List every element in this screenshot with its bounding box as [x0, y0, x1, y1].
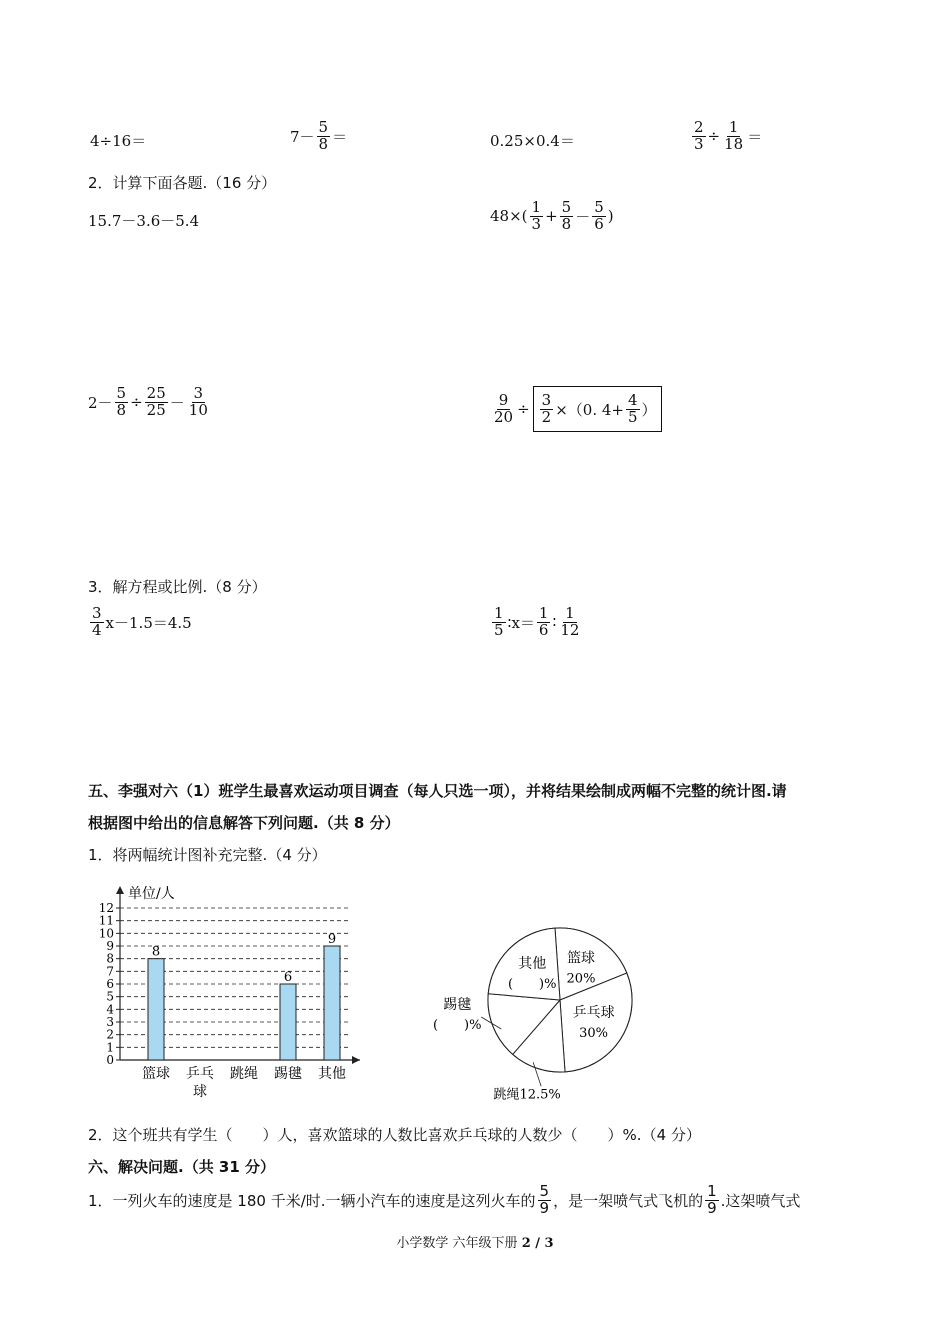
page-number: 2 / 3 — [521, 1236, 554, 1251]
bar-chart — [90, 880, 390, 1110]
x-category-label: 篮球 — [142, 1066, 170, 1082]
q2-expr-c: 2－ $\frac{5}{8}$ ÷ $\frac{25}{25}$ － $\frac{3}{10}$ — [88, 384, 208, 419]
bar-value-label: 9 — [327, 932, 337, 947]
x-axis-arrow — [352, 1056, 360, 1064]
fraction: $\frac{2}{3}$ — [694, 118, 704, 153]
q3-equation-a: $\frac{3}{4}$ x－1.5＝4.5 — [92, 604, 192, 639]
fraction: $\frac{1}{5}$ — [494, 604, 504, 639]
footer-text: 小学数学 六年级下册 — [396, 1236, 522, 1251]
x-category-label: 球 — [193, 1084, 207, 1100]
pie-label: 乒乓球 — [572, 1004, 615, 1021]
y-tick-label: 5 — [106, 989, 114, 1004]
pie-value-label: 20% — [566, 971, 596, 987]
y-tick-label: 2 — [106, 1027, 114, 1042]
y-tick-label: 4 — [106, 1002, 114, 1017]
fraction: $\frac{1}{18}$ — [724, 118, 744, 153]
fraction: $\frac{9}{20}$ — [494, 390, 514, 426]
pie-chart — [420, 900, 660, 1110]
q2-expr-d: $\frac{9}{20}$ ÷ $\frac{3}{2}$ ×（0. 4+ $\frac{4}{5}$ ） — [490, 386, 665, 432]
pie-value-label: 30% — [579, 1025, 609, 1041]
pie-label: 跳绳12.5% — [493, 1087, 561, 1103]
square-bracket: $\frac{3}{2}$ ×（0. 4+ $\frac{4}{5}$ ） — [533, 386, 662, 432]
fraction: $\frac{1}{9}$ — [707, 1182, 717, 1217]
y-tick-label: 6 — [106, 977, 114, 991]
bar-chart-labels — [99, 886, 346, 1100]
q2-expr-a: 15.7－3.6－5.4 — [88, 212, 200, 230]
y-tick-label: 10 — [98, 926, 114, 941]
pie-label: 篮球 — [566, 950, 595, 967]
section5-q2: 2．这个班共有学生（ ）人，喜欢篮球的人数比喜欢乒乓球的人数少（ ）%.（4 分） — [88, 1126, 701, 1144]
q3-title: 3．解方程或比例.（8 分） — [88, 578, 267, 596]
y-axis-arrow — [116, 886, 124, 894]
page-footer — [0, 1232, 950, 1251]
fraction: $\frac{5}{8}$ — [561, 198, 572, 233]
y-axis-label: 单位/人 — [128, 886, 175, 902]
section6-title: 六、解决问题.（共 31 分） — [88, 1158, 276, 1176]
y-tick-label: 7 — [106, 964, 114, 979]
pie-label: 踢毽 — [443, 996, 472, 1013]
q2-expr-b: 48×( $\frac{1}{3}$ + $\frac{5}{8}$ － $\frac{5}{6}$ ) — [490, 198, 614, 233]
pie-chart-slices — [488, 928, 632, 1072]
pie-value-label: ( )% — [507, 976, 557, 992]
fraction: $\frac{4}{5}$ — [627, 390, 638, 426]
section5-line1: 五、李强对六（1）班学生最喜欢运动项目调查（每人只选一项），并将结果绘制成两幅不完整的统计图.请 — [88, 782, 787, 800]
bar — [324, 946, 340, 1060]
fraction: $\frac{1}{6}$ — [538, 604, 549, 639]
bar-value-label: 6 — [283, 970, 293, 985]
fraction: $\frac{3}{4}$ — [92, 604, 102, 639]
expr-decimal-mult: 0.25×0.4＝ — [490, 132, 575, 150]
x-category-label: 踢毽 — [274, 1066, 302, 1082]
y-tick-label: 11 — [98, 913, 114, 928]
x-category-label: 其他 — [318, 1066, 346, 1082]
fraction: $\frac{5}{6}$ — [594, 198, 604, 233]
fraction: $\frac{25}{25}$ — [146, 384, 166, 419]
q3-proportion-b: $\frac{1}{5}$ ∶x＝ $\frac{1}{6}$ ∶ $\frac{1}{12}$ — [494, 604, 580, 639]
pie-value-label: ( )% — [432, 1017, 482, 1033]
expr-7-minus-frac: 7－ $\frac{5}{8}$ ＝ — [290, 118, 348, 153]
y-tick-label: 12 — [98, 901, 114, 915]
x-category-label: 乒乓 — [186, 1066, 214, 1082]
section5-line2: 根据图中给出的信息解答下列问题.（共 8 分） — [88, 814, 400, 832]
pie-label: 其他 — [518, 955, 547, 972]
fraction: $\frac{5}{8}$ — [116, 384, 127, 419]
section6-q1: 1．一列火车的速度是 180 千米/时.一辆小汽车的速度是这列火车的 $\frac{5}{9}$ ，是一架喷气式飞机的 $\frac{1}{9}$ .这架喷气式 — [88, 1182, 801, 1217]
fraction: $\frac{1}{3}$ — [531, 198, 542, 233]
bar-chart-bars — [148, 946, 340, 1060]
bar — [280, 984, 296, 1060]
y-tick-label: 8 — [106, 951, 114, 966]
fraction: $\frac{3}{10}$ — [188, 384, 208, 419]
fraction: $\frac{1}{12}$ — [560, 604, 580, 639]
q2-title: 2．计算下面各题.（16 分） — [88, 174, 277, 192]
y-tick-label: 3 — [106, 1015, 114, 1029]
y-tick-label: 0 — [106, 1053, 114, 1067]
section5-q1: 1．将两幅统计图补充完整.（4 分） — [88, 846, 327, 864]
bar-value-label: 8 — [151, 944, 161, 960]
x-category-label: 跳绳 — [230, 1066, 258, 1082]
fraction: $\frac{5}{8}$ — [318, 118, 329, 153]
fraction: $\frac{3}{2}$ — [541, 390, 552, 426]
bar — [148, 959, 164, 1060]
expr-4-div-16: 4÷16＝ — [90, 132, 147, 150]
expr-frac-div: $\frac{2}{3}$ ÷ $\frac{1}{18}$ ＝ — [694, 118, 763, 153]
y-tick-label: 9 — [106, 939, 114, 953]
y-tick-label: 1 — [106, 1040, 114, 1055]
fraction: $\frac{5}{9}$ — [539, 1182, 550, 1217]
